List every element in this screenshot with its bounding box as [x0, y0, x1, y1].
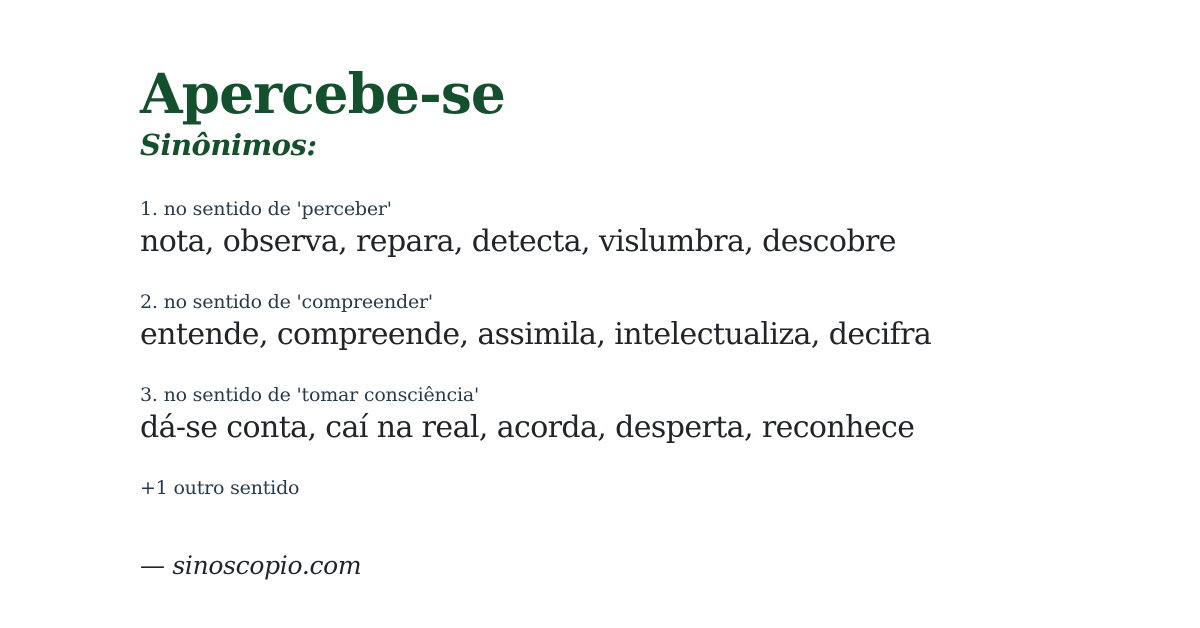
senses-list — [140, 198, 1160, 445]
sense-item — [140, 291, 1160, 353]
attribution-source: — sinoscopio.com — [140, 550, 362, 580]
sense-item — [140, 198, 1160, 260]
sense-label: 1. no sentido de 'perceber' — [140, 198, 392, 221]
sense-item — [140, 384, 1160, 446]
sense-synonyms: dá-se conta, caí na real, acorda, desperta, reconhece — [140, 409, 915, 445]
more-senses-note: +1 outro sentido — [140, 476, 300, 499]
sense-label: 3. no sentido de 'tomar consciência' — [140, 384, 480, 407]
sense-synonyms: nota, observa, repara, detecta, vislumbra, descobre — [140, 224, 896, 260]
sense-label: 2. no sentido de 'compreender' — [140, 291, 433, 314]
sense-synonyms: entende, compreende, assimila, intelectualiza, decifra — [140, 317, 932, 353]
page-title: Apercebe-se — [140, 61, 505, 126]
subtitle-sinonimos: Sinônimos: — [140, 128, 317, 162]
